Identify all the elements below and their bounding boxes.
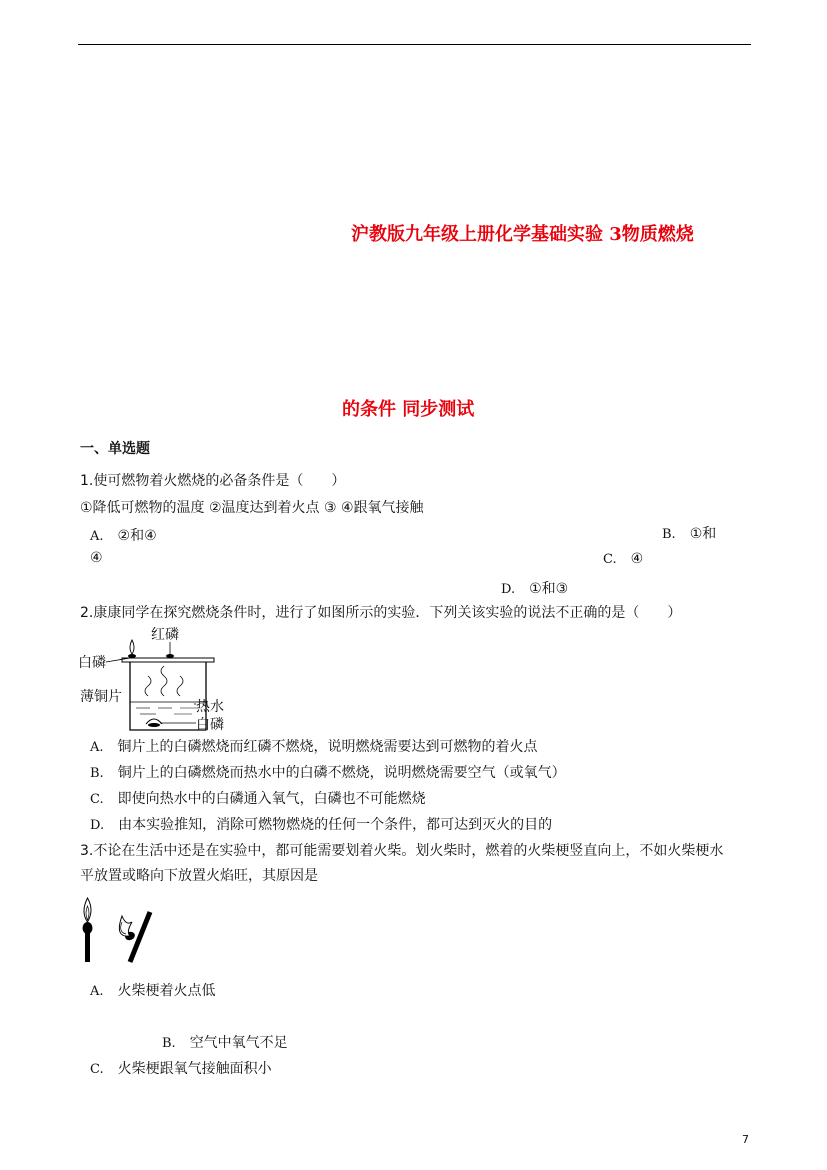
option-text: 铜片上的白磷燃烧而热水中的白磷不燃烧，说明燃烧需要空气（或氧气） xyxy=(117,765,566,781)
label-copper-sheet: 薄铜片 xyxy=(80,689,122,705)
q2-option-c[interactable] xyxy=(90,788,426,808)
label-white-phosphorus-top: 白磷 xyxy=(78,655,106,671)
question-2-stem: 2.康康同学在探究燃烧条件时，进行了如图所示的实验．下列关该实验的说法不正确的是（ ） xyxy=(80,605,682,621)
q1-option-b[interactable] xyxy=(662,523,716,543)
option-text: 由本实验推知，消除可燃物燃烧的任何一个条件，都可达到灭火的目的 xyxy=(118,817,553,833)
question-3-stem-line-2: 平放置或略向下放置火焰旺，其原因是 xyxy=(80,868,318,884)
option-text: 即使向热水中的白磷通入氧气，白磷也不可能燃烧 xyxy=(117,791,426,807)
option-letter: A. xyxy=(90,984,104,999)
title-line-1: 沪教版九年级上册化学基础实验 3物质燃烧 xyxy=(351,224,694,245)
option-text: 火柴梗跟氧气接触面积小 xyxy=(117,1061,272,1077)
title-line-2: 的条件 同步测试 xyxy=(342,399,475,420)
matchstick-diagram xyxy=(78,892,158,968)
q2-option-b[interactable] xyxy=(90,762,566,782)
page-number: 7 xyxy=(742,1133,749,1146)
option-letter: A. xyxy=(90,529,104,544)
option-text: ②和④ xyxy=(117,528,157,544)
q3-option-c[interactable] xyxy=(90,1058,272,1078)
header-rule xyxy=(78,44,751,45)
option-letter: D. xyxy=(90,818,105,833)
q3-option-a[interactable] xyxy=(90,980,216,1000)
option-text: ①和 xyxy=(689,526,717,542)
option-letter: C. xyxy=(603,552,617,567)
question-3-stem-line-1: 3.不论在生活中还是在实验中，都可能需要划着火柴。划火柴时，燃着的火柴梗竖直向上，不如火柴梗水 xyxy=(80,843,724,859)
option-text: ①和③ xyxy=(529,581,569,597)
q1-option-d[interactable] xyxy=(501,578,568,598)
label-white-phosphorus-bottom: 白磷 xyxy=(196,717,224,733)
option-letter: C. xyxy=(90,792,104,807)
option-letter: C. xyxy=(90,1062,104,1077)
option-letter: B. xyxy=(90,766,104,781)
option-letter: B. xyxy=(662,527,676,542)
label-hot-water: 热水 xyxy=(196,699,224,715)
question-1-stem: 1.使可燃物着火燃烧的必备条件是（ ） xyxy=(80,473,346,489)
option-text: ④ xyxy=(90,550,103,566)
option-letter: B. xyxy=(162,1036,176,1051)
matchstick-figure xyxy=(78,892,158,968)
label-red-phosphorus: 红磷 xyxy=(151,627,179,643)
option-text: 铜片上的白磷燃烧而红磷不燃烧，说明燃烧需要达到可燃物的着火点 xyxy=(117,739,538,755)
q2-option-a[interactable] xyxy=(90,736,538,756)
option-letter: D. xyxy=(501,582,516,597)
phosphorus-experiment-figure xyxy=(78,624,238,736)
q1-option-c[interactable] xyxy=(603,551,643,567)
option-text: 空气中氧气不足 xyxy=(189,1035,288,1051)
section-heading: 一、单选题 xyxy=(80,441,150,457)
q3-option-b[interactable] xyxy=(162,1032,288,1052)
option-letter: A. xyxy=(90,740,104,755)
q1-option-b-continued xyxy=(90,550,103,566)
option-text: 火柴梗着火点低 xyxy=(117,983,216,999)
q1-option-a[interactable] xyxy=(90,525,157,545)
q2-option-d[interactable] xyxy=(90,814,552,834)
option-text: ④ xyxy=(630,551,644,567)
question-1-conditions: ①降低可燃物的温度 ②温度达到着火点 ③ ④跟氧气接触 xyxy=(80,500,424,516)
